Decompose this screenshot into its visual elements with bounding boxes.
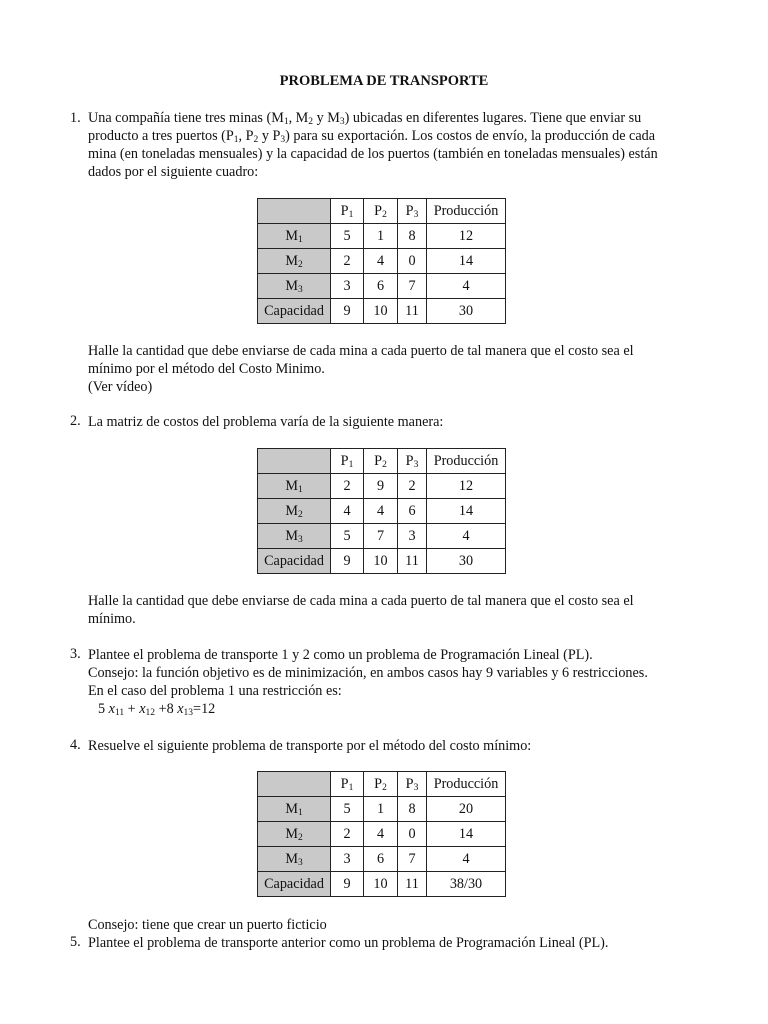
problem-2-after-line-2: mínimo. (88, 611, 136, 627)
table-cell: 1 (364, 797, 398, 822)
problem-2-after-line-1: Halle la cantidad que debe enviarse de cada mina a cada puerto de tal manera que el costo sea el (88, 593, 634, 609)
corner-cell (258, 772, 331, 797)
table-cell: 9 (331, 299, 364, 324)
table-cell: 10 (364, 549, 398, 574)
table-cell: 4 (331, 499, 364, 524)
row-header-m1: $M_1$ (258, 224, 331, 249)
problem-1-line-2: producto a tres puertos ($P_1$, $P_2$ y $P_3$) para su exportación. Los costos de envío, la producción de cada (88, 128, 656, 145)
cost-table-3: $P_1$ $P_2$ $P_3$ Producción $M_1$ 5 1 8 20 $M_2$ 2 4 0 14 $M_3$ 3 6 7 4 Capacidad 9 10 11 38/30 (257, 771, 506, 897)
table-cell: 30 (427, 549, 506, 574)
table-cell: 8 (398, 224, 427, 249)
table-cell: 10 (364, 299, 398, 324)
problem-number-4: 4. (70, 737, 81, 753)
problem-number-3: 3. (70, 646, 81, 662)
table-cell: 3 (398, 524, 427, 549)
table-cell: 12 (427, 474, 506, 499)
table-cell: 1 (364, 224, 398, 249)
table-cell: 2 (398, 474, 427, 499)
problem-5-text: Plantee el problema de transporte anterior como un problema de Programación Lineal (PL). (88, 935, 609, 951)
row-header-capacity: Capacidad (258, 549, 331, 574)
table-cell: 2 (331, 474, 364, 499)
row-header-m3: $M_3$ (258, 274, 331, 299)
table-cell: 5 (331, 524, 364, 549)
table-cell: 9 (364, 474, 398, 499)
problem-1-line-4: dados por el siguiente cuadro: (88, 164, 259, 180)
table-cell: 0 (398, 249, 427, 274)
row-header-m1: $M_1$ (258, 797, 331, 822)
table-cell: 3 (331, 847, 364, 872)
table-cell: 4 (427, 274, 506, 299)
row-header-m3: $M_3$ (258, 847, 331, 872)
row-header-m2: $M_2$ (258, 822, 331, 847)
table-cell: 14 (427, 822, 506, 847)
table-cell: 4 (364, 499, 398, 524)
table-cell: 12 (427, 224, 506, 249)
table-cell: 11 (398, 299, 427, 324)
problem-4-intro: Resuelve el siguiente problema de transporte por el método del costo mínimo: (88, 738, 532, 754)
constraint-equation: 5 $x_{11} + x_{12} +8$ $x_{13}=12$ (98, 701, 216, 718)
table-cell: 14 (427, 499, 506, 524)
table-cell: 5 (331, 224, 364, 249)
table-cell: 2 (331, 822, 364, 847)
table-cell: 11 (398, 872, 427, 897)
problem-1-after-line-2: mínimo por el método del Costo Minimo. (88, 361, 325, 377)
table-cell: 6 (364, 847, 398, 872)
table-cell: 11 (398, 549, 427, 574)
table-cell: 4 (427, 524, 506, 549)
row-header-capacity: Capacidad (258, 872, 331, 897)
production-header: Producción (427, 199, 506, 224)
problem-3-line-3: En el caso del problema 1 una restricción es: (88, 683, 342, 699)
corner-cell (258, 449, 331, 474)
problem-number-5: 5. (70, 934, 81, 950)
problem-number-2: 2. (70, 413, 81, 429)
table-cell: 4 (364, 249, 398, 274)
table-cell: 4 (364, 822, 398, 847)
production-header: Producción (427, 449, 506, 474)
table-cell: 14 (427, 249, 506, 274)
table-cell: 10 (364, 872, 398, 897)
table-cell: 7 (398, 274, 427, 299)
problem-1-after-line-1: Halle la cantidad que debe enviarse de cada mina a cada puerto de tal manera que el costo sea el (88, 343, 634, 359)
corner-cell (258, 199, 331, 224)
row-header-m2: $M_2$ (258, 499, 331, 524)
table-cell: 7 (364, 524, 398, 549)
row-header-m2: $M_2$ (258, 249, 331, 274)
page-title: PROBLEMA DE TRANSPORTE (279, 73, 489, 89)
problem-1-line-1: Una compañía tiene tres minas ($M_1$, $M_2$ y $M_3$) ubicadas en diferentes lugares. Tiene que enviar su (88, 110, 642, 127)
problem-3-line-2: Consejo: la función objetivo es de minimización, en ambos casos hay 9 variables y 6 restricciones. (88, 665, 648, 681)
table-cell: 7 (398, 847, 427, 872)
problem-4-hint: Consejo: tiene que crear un puerto ficticio (88, 917, 327, 933)
table-cell: 20 (427, 797, 506, 822)
table-cell: 6 (364, 274, 398, 299)
table-cell: 6 (398, 499, 427, 524)
table-cell: 9 (331, 872, 364, 897)
table-cell: 3 (331, 274, 364, 299)
table-cell: 30 (427, 299, 506, 324)
row-header-m1: $M_1$ (258, 474, 331, 499)
problem-number-1: 1. (70, 110, 81, 126)
row-header-capacity: Capacidad (258, 299, 331, 324)
table-cell: 2 (331, 249, 364, 274)
problem-1-line-3: mina (en toneladas mensuales) y la capacidad de los puertos (también en toneladas mensuales) están (88, 146, 658, 162)
table-cell: 8 (398, 797, 427, 822)
problem-3-line-1: Plantee el problema de transporte 1 y 2 como un problema de Programación Lineal (PL). (88, 647, 593, 663)
cost-table-2: $P_1$ $P_2$ $P_3$ Producción $M_1$ 2 9 2 12 $M_2$ 4 4 6 14 $M_3$ 5 7 3 4 Capacidad 9 10 11 30 (257, 448, 506, 574)
cost-table-1: $P_1$ $P_2$ $P_3$ Producción $M_1$ 5 1 8 12 $M_2$ 2 4 0 14 $M_3$ 3 6 7 4 Capacidad 9 10 11 30 (257, 198, 506, 324)
problem-2-intro: La matriz de costos del problema varía de la siguiente manera: (88, 414, 444, 430)
table-cell: 9 (331, 549, 364, 574)
row-header-m3: $M_3$ (258, 524, 331, 549)
table-cell: 5 (331, 797, 364, 822)
table-cell: 4 (427, 847, 506, 872)
table-cell: 0 (398, 822, 427, 847)
problem-1-after-line-3: (Ver vídeo) (88, 379, 153, 395)
production-header: Producción (427, 772, 506, 797)
table-cell: 38/30 (427, 872, 506, 897)
